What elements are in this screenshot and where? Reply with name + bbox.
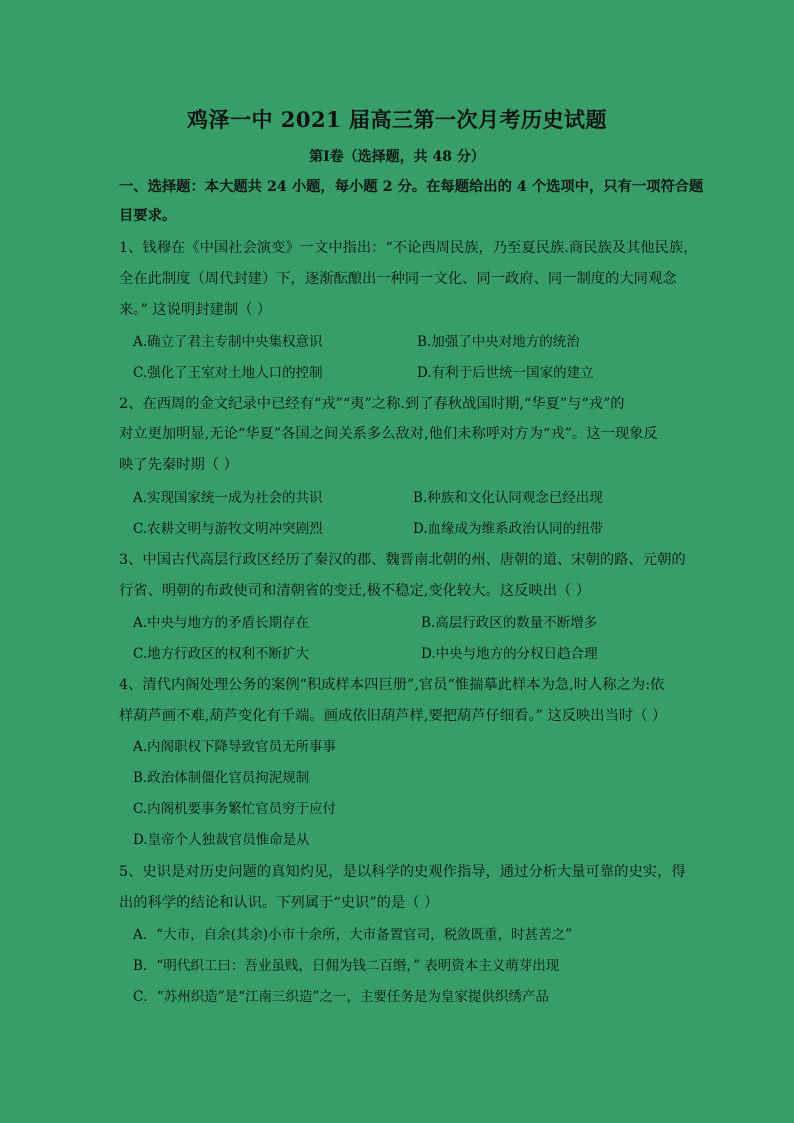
question-4-text: 样葫芦画不难,葫芦变化有千端。画成依旧葫芦样,要把葫芦仔细看。” 这反映出当时（ ） bbox=[119, 708, 667, 724]
question-4-option-b: B.政治体制僵化官员拘泥规制 bbox=[133, 770, 310, 786]
question-1-text: 来。” 这说明封建制（ ） bbox=[119, 302, 272, 318]
question-5-text: 出的科学的结论和认识。下列属于“史识”的是（ ） bbox=[119, 895, 439, 911]
question-3-option-c: C.地方行政区的权利不断扩大 bbox=[133, 646, 310, 662]
question-4-text: 4、清代内阁处理公务的案例“积成样本四巨册”,官员“惟揣摹此样本为急,时人称之为:依 bbox=[119, 677, 665, 693]
question-3-text: 行省、明朝的布政使司和清朝省的变迁,极不稳定,变化较大。这反映出（ ） bbox=[119, 583, 591, 599]
page-title: 鸡泽一中 2021 届高三第一次月考历史试题 bbox=[186, 107, 608, 132]
section-heading-line: 一、选择题：本大题共 24 小题，每小题 2 分。在每题给出的 4 个选项中，只有一项符合题 bbox=[119, 179, 704, 195]
question-1-option-c: C.强化了王室对土地人口的控制 bbox=[133, 365, 323, 381]
question-2-option-c: C.农耕文明与游牧文明冲突剧烈 bbox=[133, 521, 323, 537]
question-4-option-d: D.皇帝个人独裁官员惟命是从 bbox=[133, 832, 310, 848]
question-3-option-a: A.中央与地方的矛盾长期存在 bbox=[133, 615, 310, 631]
question-3-option-d: D.中央与地方的分权日趋合理 bbox=[421, 646, 598, 662]
question-1-option-a: A.确立了君主专制中央集权意识 bbox=[133, 334, 323, 350]
question-4-option-c: C.内阁机要事务繁忙官员穷于应付 bbox=[133, 801, 337, 817]
question-3-text: 3、中国古代高层行政区经历了秦汉的郡、魏晋南北朝的州、唐朝的道、宋朝的路、元朝的 bbox=[119, 552, 686, 568]
question-2-option-b: B.种族和文化认同观念已经出现 bbox=[413, 490, 603, 506]
question-2-text: 对立更加明显,无论“华夏”各国之间关系多么敌对,他们未称呼对方为“戎”。这一现象反 bbox=[119, 426, 658, 442]
question-5-text: 5、史识是对历史问题的真知灼见，是以科学的史观作指导，通过分析大量可靠的史实，得 bbox=[119, 864, 686, 880]
question-2-text: 映了先秦时期（ ） bbox=[119, 457, 238, 473]
question-1-option-b: B.加强了中央对地方的统治 bbox=[417, 334, 580, 350]
question-5-option-a: A．“大市，自余(其余)小市十余所，大市备置官司，税敛既重，时甚苦之” bbox=[133, 927, 573, 943]
question-1-text: 全在此制度（周代封建）下，逐渐酝酿出一种同一文化、同一政府、同一制度的大同观念 bbox=[119, 271, 677, 287]
question-4-option-a: A.内阁职权下降导致官员无所事事 bbox=[133, 739, 337, 755]
question-5-option-c: C．“苏州织造”是“江南三织造”之一，主要任务是为皇家提供织绣产品 bbox=[133, 989, 549, 1005]
question-3-option-b: B.高层行政区的数量不断增多 bbox=[421, 615, 598, 631]
section-heading-line: 目要求。 bbox=[119, 208, 177, 224]
question-2-option-d: D.血缘成为维系政治认同的纽带 bbox=[413, 521, 604, 537]
question-1-option-d: D.有利于后世统一国家的建立 bbox=[417, 365, 594, 381]
question-1-text: 1、钱穆在《中国社会演变》一文中指出：“不论西周民族，乃至夏民族.商民族及其他民族， bbox=[119, 240, 698, 256]
question-5-option-b: B．“明代织工曰：吾业虽贱，日佣为钱二百缗，” 表明资本主义萌芽出现 bbox=[133, 958, 560, 974]
page-subtitle: 第Ⅰ卷（选择题，共 48 分） bbox=[309, 149, 485, 165]
question-2-text: 2、在西周的金文纪录中已经有“戎”“夷”之称.到了春秋战国时期,“华夏”与“戎”的 bbox=[119, 396, 625, 412]
question-2-option-a: A.实现国家统一成为社会的共识 bbox=[133, 490, 323, 506]
